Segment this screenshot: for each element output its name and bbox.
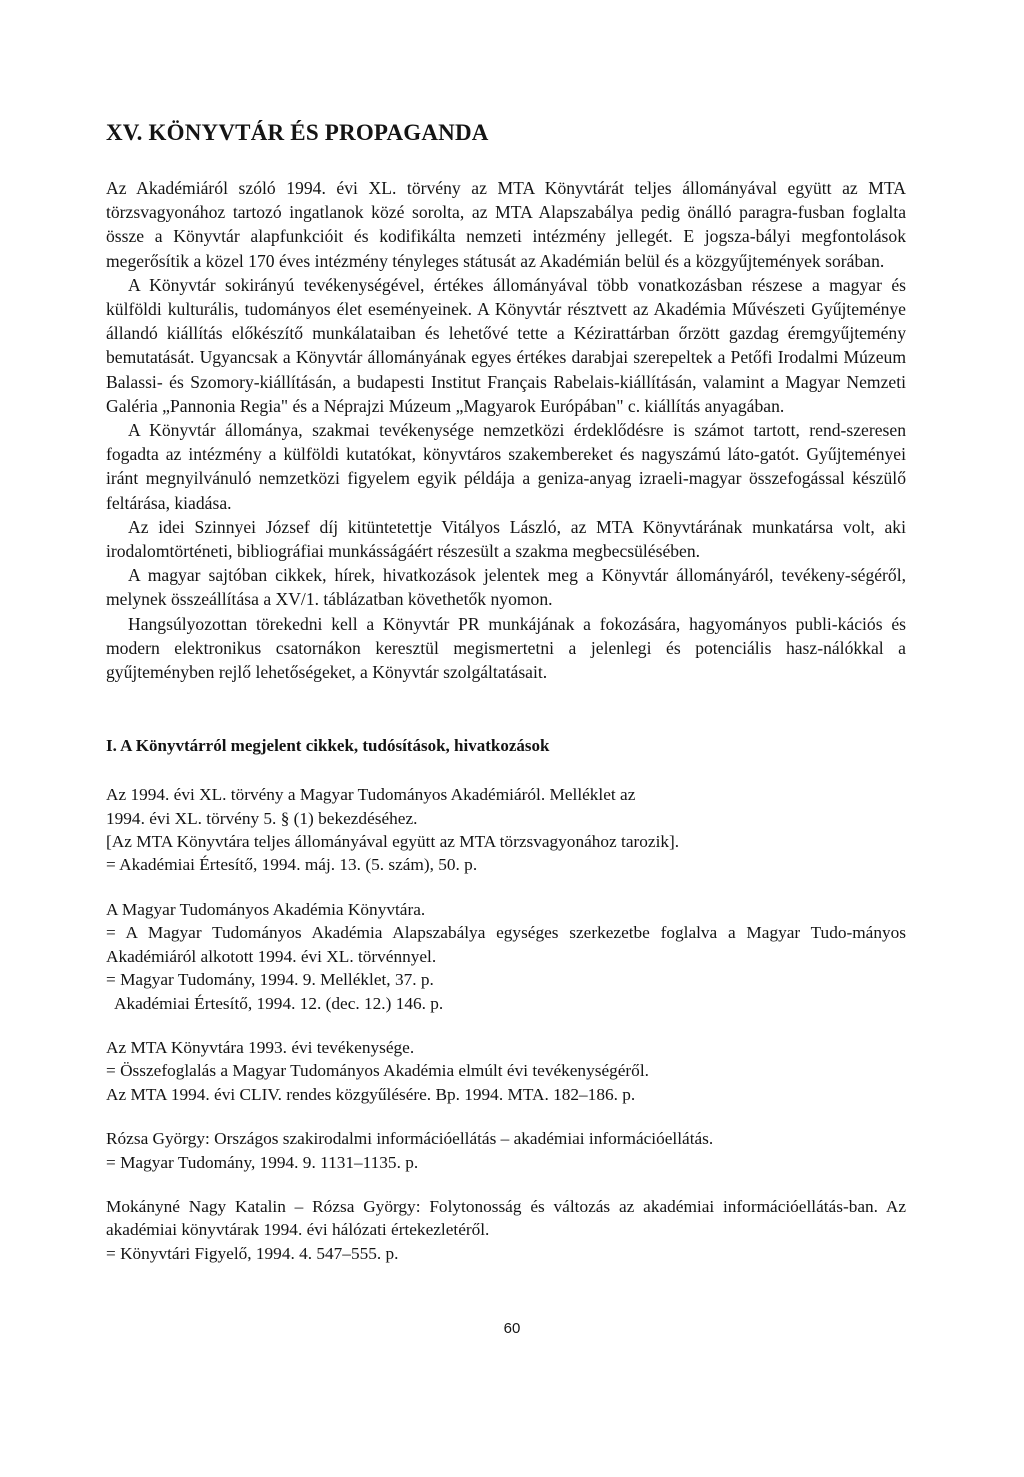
entry-line: = Magyar Tudomány, 1994. 9. 1131–1135. p. [106,1152,419,1172]
body-paragraph: Az idei Szinnyei József díj kitüntetettje Vitályos László, az MTA Könyvtárának munkatársa volt, aki irodalomtörténeti, bibliográfiai munkásságáért részesült a szakma megbecsülésében. [106,516,906,562]
page-number: 60 [503,1320,521,1337]
body-paragraph: A magyar sajtóban cikkek, hírek, hivatkozások jelentek meg a Könyvtár állományáról, tevékeny-ségéről, melynek összeállítása a XV/1. táblázatban követhetők nyomon. [106,565,906,610]
entry-line: = Akadémiai Értesítő, 1994. máj. 13. (5. szám), 50. p. [106,855,478,875]
bibliography-entry [106,1195,906,1265]
entry-line: Az MTA 1994. évi CLIV. rendes közgyűlésére. Bp. 1994. MTA. 182–186. p. [106,1084,636,1104]
bibliography-list [106,783,906,1265]
entry-line: Mokányné Nagy Katalin – Rózsa György: Folytonosság és változás az akadémiai információellátás-ban. Az akadémiai könyvtárak 1994. évi hálózati értekezletéről. [106,1196,906,1240]
body-paragraph: A Könyvtár állománya, szakmai tevékenysége nemzetközi érdeklődésre is számot tartott, rend-szeresen fogadta az intézmény a külföldi kutatókat, könyvtáros szakembereket és nagyszámú láto-gatót. Gyűjteményei iránt megnyilvánuló nemzetközi figyelem egyik példája a geniza-anyag izraeli-magyar összefogással készülő feltárása, kiadása. [106,420,906,513]
body-paragraph: A Könyvtár sokirányú tevékenységével, értékes állományával több vonatkozásban részese a magyar és külföldi kulturális, tudományos élet eseményeinek. A Könyvtár résztvett az Akadémia Művészeti Gyűjteménye állandó kiállítás előkészítő munkálataiban és lehetővé tette a Kézirattárban őrzött gazdag éremgyűjtemény bemutatását. Ugyancsak a Könyvtár állományának egyes értékes darabjai szerepeltek a Petőfi Irodalmi Múzeum Balassi- és Szomory-kiállításán, a budapesti Institut Français Rabelais-kiállításán, valamint a Magyar Nemzeti Galéria „Pannonia Regia" és a Néprajzi Múzeum „Magyarok Európában" c. kiállítás anyagában. [106,274,906,416]
entry-line: Az MTA Könyvtára 1993. évi tevékenysége. [106,1037,415,1057]
entry-line: Rózsa György: Országos szakirodalmi információellátás – akadémiai információellátás. [106,1129,714,1149]
bibliography-entry [106,1127,906,1174]
chapter-title: XV. KÖNYVTÁR ÉS PROPAGANDA [106,120,489,145]
bibliography-entry [106,898,906,1015]
entry-line: = Magyar Tudomány, 1994. 9. Melléklet, 37. p. [106,970,434,990]
body-paragraph: Az Akadémiáról szóló 1994. évi XL. törvény az MTA Könyvtárát teljes állományával együtt az MTA törzsvagyonához tartozó ingatlanok közé sorolta, az MTA Alapszabálya pedig önálló paragra-fusban foglalta össze a Könyvtár alapfunkcióit és kodifikálta nemzeti intézmény jellegét. E jogsza-bályi megfontolások megerősítik a közel 170 éves intézmény tényleges státusát az Akadémián belül és a közgyűjtemények sorában. [106,178,906,271]
entry-line: = Könyvtári Figyelő, 1994. 4. 547–555. p. [106,1243,399,1263]
section-heading: I. A Könyvtárról megjelent cikkek, tudósítások, hivatkozások [106,736,550,756]
entry-line: A Magyar Tudományos Akadémia Könyvtára. [106,899,426,919]
body-text [106,176,906,684]
bibliography-entry [106,1036,906,1106]
body-paragraph: Hangsúlyozottan törekedni kell a Könyvtár PR munkájának a fokozására, hagyományos publi-kációs és modern elektronikus csatornákon keresztül megismertetni a jelenlegi és potenciális hasz-nálókkal a gyűjteményben rejlő lehetőségeket, a Könyvtár szolgáltatásait. [106,613,906,683]
entry-line: Az 1994. évi XL. törvény a Magyar Tudományos Akadémiáról. Melléklet az [106,785,636,805]
bibliography-entry [106,783,906,877]
entry-line: 1994. évi XL. törvény 5. § (1) bekezdéséhez. [106,808,418,828]
entry-line: Akadémiai Értesítő, 1994. 12. (dec. 12.) 146. p. [114,993,444,1013]
document-page [106,118,906,1286]
entry-line: [Az MTA Könyvtára teljes állományával együtt az MTA törzsvagyonához tarozik]. [106,832,680,852]
entry-line: = A Magyar Tudományos Akadémia Alapszabálya egységes szerkezetbe foglalva a Magyar Tudo-mányos Akadémiáról alkotott 1994. évi XL. törvénnyel. [106,923,906,966]
entry-line: = Összefoglalás a Magyar Tudományos Akadémia elmúlt évi tevékenységéről. [106,1061,649,1081]
